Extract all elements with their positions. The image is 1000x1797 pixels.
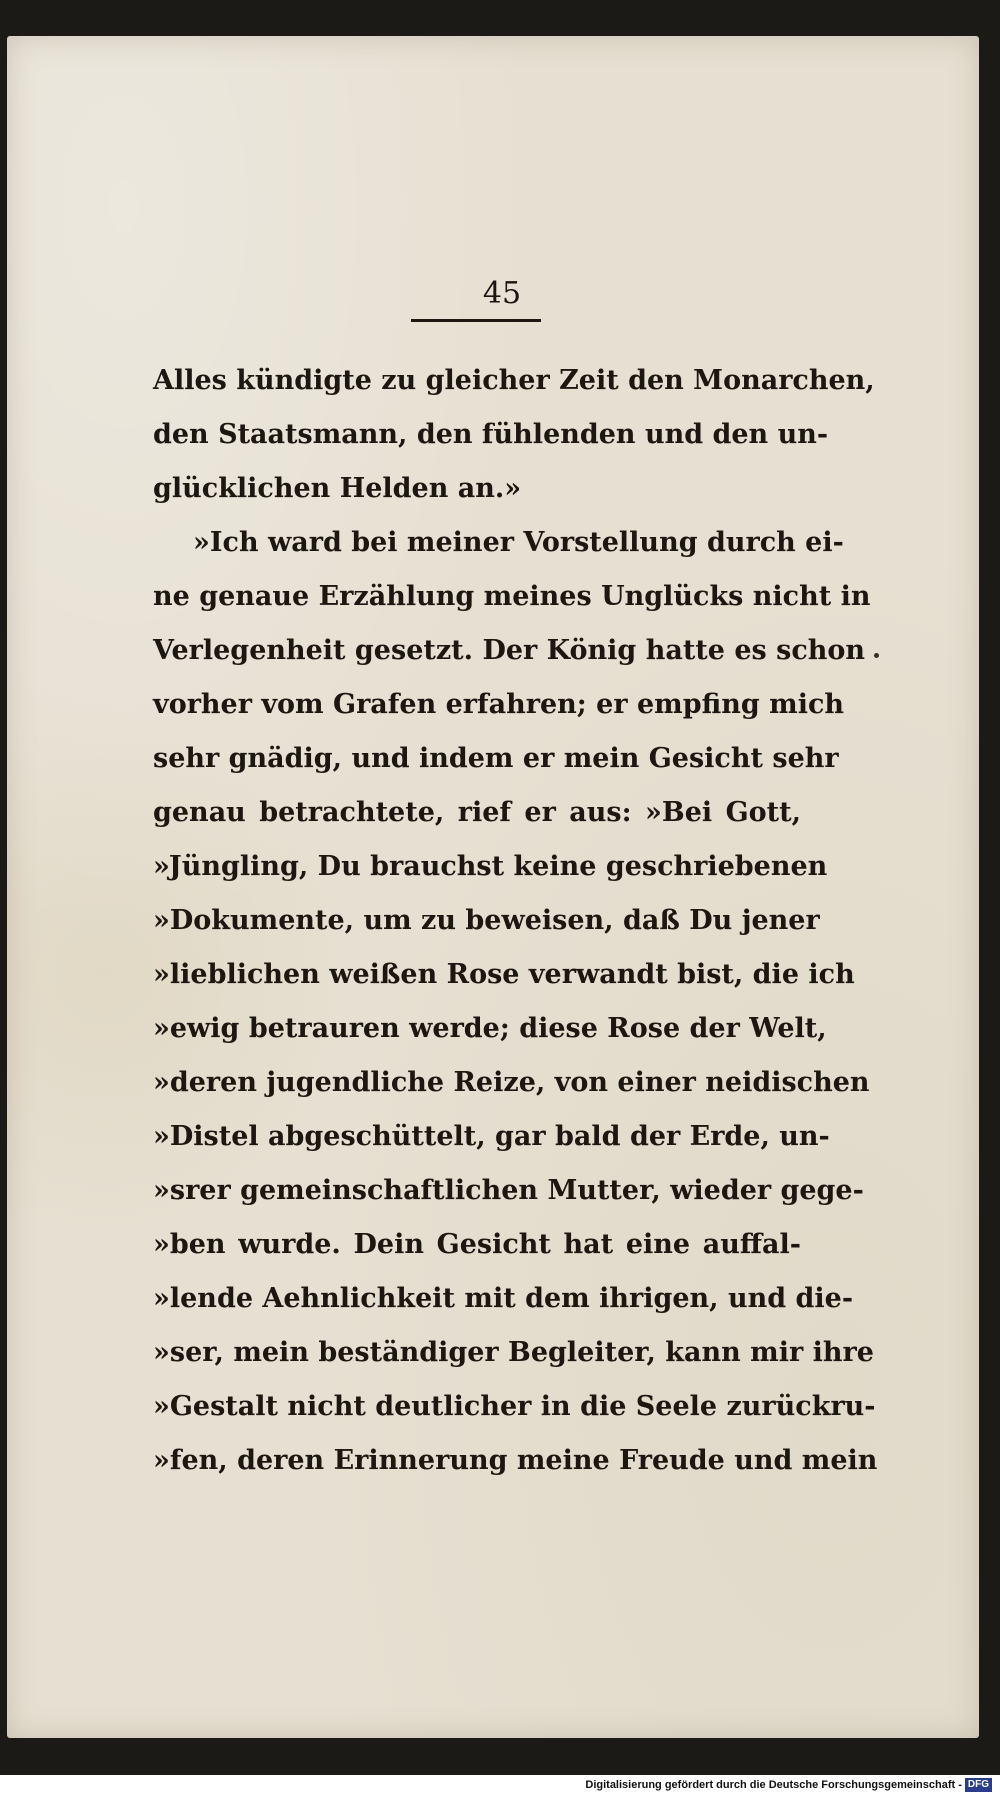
text-line: »Ich ward bei meiner Vorstellung durch ei-	[193, 527, 844, 558]
text-line: vorher vom Grafen erfahren; er empfing mich	[153, 689, 845, 720]
text-line: »ewig betrauren werde; diese Rose der Welt,	[153, 1013, 827, 1044]
text-line: »Jüngling, Du brauchst keine geschriebenen	[153, 851, 828, 882]
text-line: »ser, mein beständiger Begleiter, kann mir ihre	[153, 1337, 874, 1368]
text-line: »Distel abgeschüttelt, gar bald der Erde, un-	[153, 1121, 830, 1152]
text-line: »lende Aehnlichkeit mit dem ihrigen, und die-	[153, 1283, 854, 1314]
text-line: Alles kündigte zu gleicher Zeit den Monarchen,	[153, 365, 875, 396]
text-line: ne genaue Erzählung meines Unglücks nicht in	[153, 581, 871, 612]
dfg-logo: DFG	[965, 1778, 992, 1792]
text-line: »fen, deren Erinnerung meine Freude und mein	[153, 1445, 878, 1476]
text-line: »Gestalt nicht deutlicher in die Seele zurückru-	[153, 1391, 876, 1422]
text-line: »srer gemeinschaftlichen Mutter, wieder gege-	[153, 1175, 864, 1206]
text-line: Verlegenheit gesetzt. Der König hatte es schon	[153, 635, 866, 666]
header-rule	[411, 319, 541, 322]
digitization-credit	[585, 1775, 992, 1795]
book-page	[7, 36, 979, 1738]
text-line: »Dokumente, um zu beweisen, daß Du jener	[153, 905, 820, 936]
body-text	[153, 354, 878, 1488]
text-line: sehr gnädig, und indem er mein Gesicht sehr	[153, 743, 839, 774]
text-line: »ben wurde. Dein Gesicht hat eine auffal-	[153, 1229, 801, 1260]
text-line: genau betrachtete, rief er aus: »Bei Gott,	[153, 797, 801, 828]
text-line: »lieblichen weißen Rose verwandt bist, die ich	[153, 959, 855, 990]
credit-text: Digitalisierung gefördert durch die Deutsche Forschungsgemeinschaft -	[585, 1779, 962, 1791]
text-line: glücklichen Helden an.»	[153, 473, 522, 504]
paper-speck	[874, 653, 879, 658]
text-line: den Staatsmann, den fühlenden und den un-	[153, 419, 829, 450]
text-line: »deren jugendliche Reize, von einer neidischen	[153, 1067, 870, 1098]
page-number: 45	[482, 276, 522, 311]
